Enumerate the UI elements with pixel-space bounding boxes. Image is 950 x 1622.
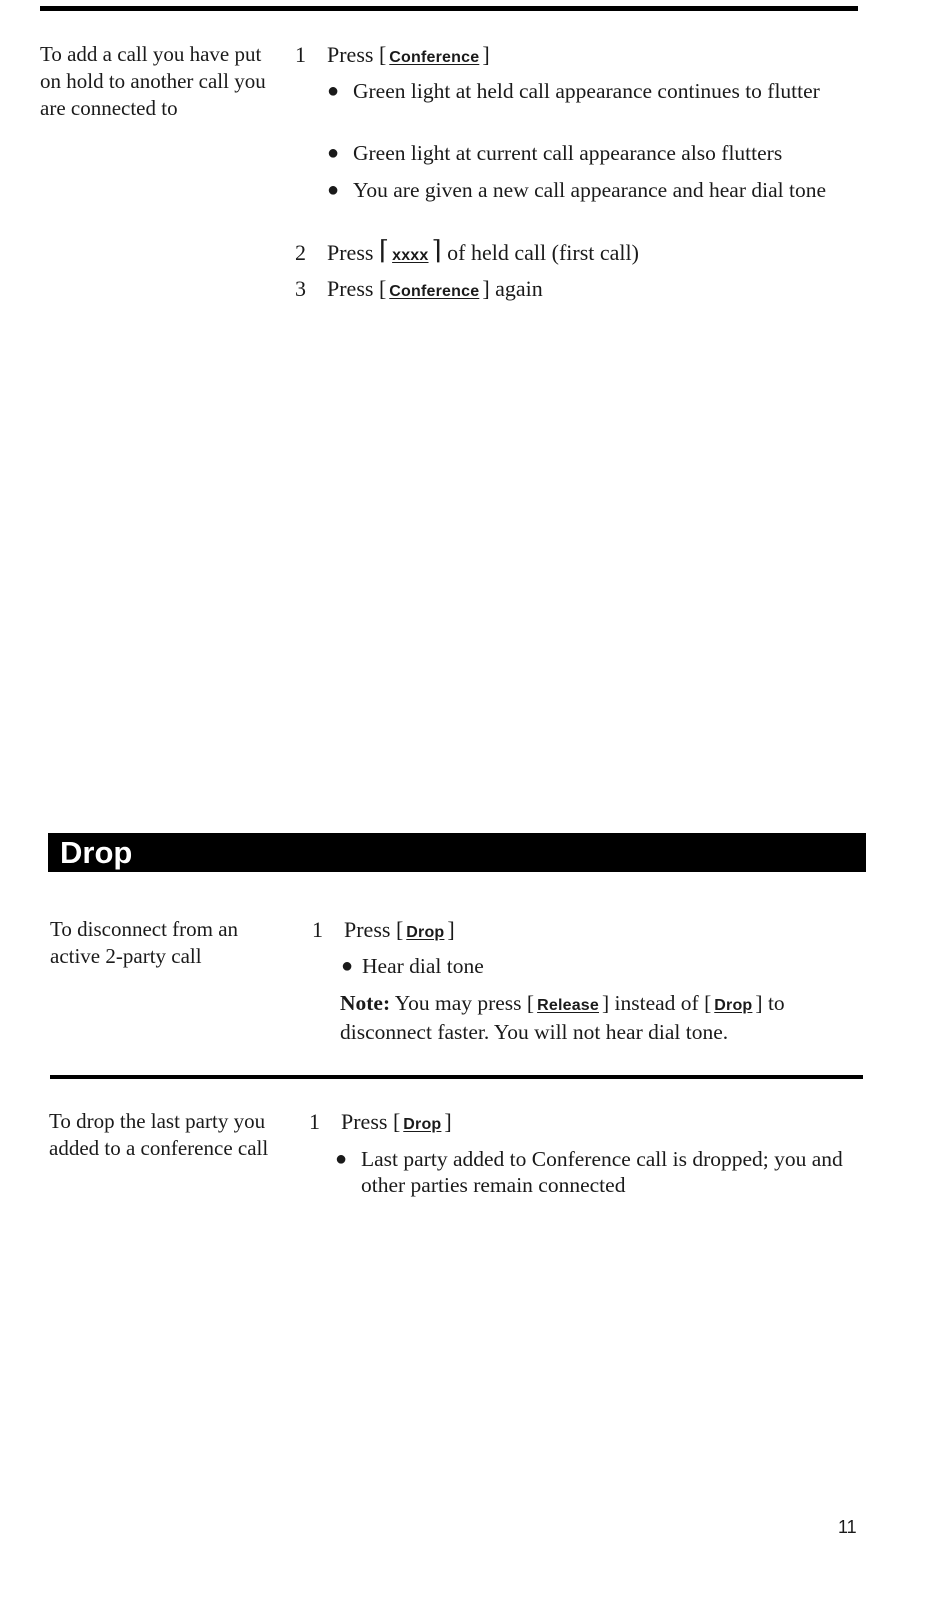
note-text: ] instead of [ [602,991,712,1015]
step-close-bracket: ] [482,42,490,67]
drop-step-1 [312,916,455,946]
bullet-text: Green light at current call appearance also flutters [353,141,783,165]
note-text: ] to [755,991,785,1015]
step-press-text: Press [327,240,374,265]
conference-step-2 [295,238,639,269]
conference-key: Conference [389,49,480,66]
bullet-text: Hear dial tone [362,954,484,978]
line-appearance-key: xxxx [392,247,429,264]
drop-last-party-description: To drop the last party you added to a conference call [49,1109,269,1160]
bullet-dot-icon: ● [327,179,340,201]
bullet-item [335,1146,850,1198]
bullet-text: Green light at held call appearance continues to flutter [353,79,820,103]
conference-key: Conference [389,283,480,300]
step-number: 1 [309,1109,320,1134]
release-key: Release [537,997,599,1014]
section-divider [50,1075,863,1079]
bullet-dot-icon: ● [327,80,340,102]
drop-step-1 [309,1108,452,1138]
key-close-bracket: ⌉ [431,236,442,265]
bullet-dot-icon: ● [341,955,354,977]
note-text: You may press [ [394,991,535,1015]
page-number: 11 [838,1517,857,1537]
note-label: Note: [340,991,391,1015]
top-rule [40,6,858,11]
step-close-text: ] again [482,276,543,301]
step-close-bracket: ] [447,917,455,942]
drop-section-heading: Drop [48,833,866,872]
note-line-2: disconnect faster. You will not hear dial tone. [340,1020,729,1044]
step-press-text: Press [ [327,276,387,301]
add-held-call-description: To add a call you have put on hold to another call you are connected to [40,42,266,120]
bullet-dot-icon: ● [335,1148,348,1170]
step-number: 3 [295,276,306,301]
key-open-bracket: ⌈ [378,236,390,265]
drop-key: Drop [403,1116,442,1133]
bullet-dot-icon: ● [327,142,340,164]
step-close-bracket: ] [444,1109,452,1134]
drop-key: Drop [714,997,753,1014]
bullet-item [341,953,641,979]
bullet-item [327,78,827,104]
conference-step-3 [295,275,543,305]
bullet-text: Last party added to Conference call is dropped; you and other parties remain connected [361,1147,843,1197]
step-number: 2 [295,240,306,265]
step-number: 1 [295,42,306,67]
bullet-item [327,177,827,203]
step-press-text: Press [ [327,42,387,67]
conference-step-1 [295,41,490,71]
step-press-text: Press [ [341,1109,401,1134]
bullet-text: You are given a new call appearance and hear dial tone [353,178,826,202]
bullet-item [327,140,847,166]
drop-key: Drop [406,924,445,941]
step-press-text: Press [ [344,917,404,942]
step-rest-text: of held call (first call) [447,240,639,265]
disconnect-description: To disconnect from an active 2-party call [50,917,239,968]
drop-note [340,990,860,1046]
step-number: 1 [312,917,323,942]
